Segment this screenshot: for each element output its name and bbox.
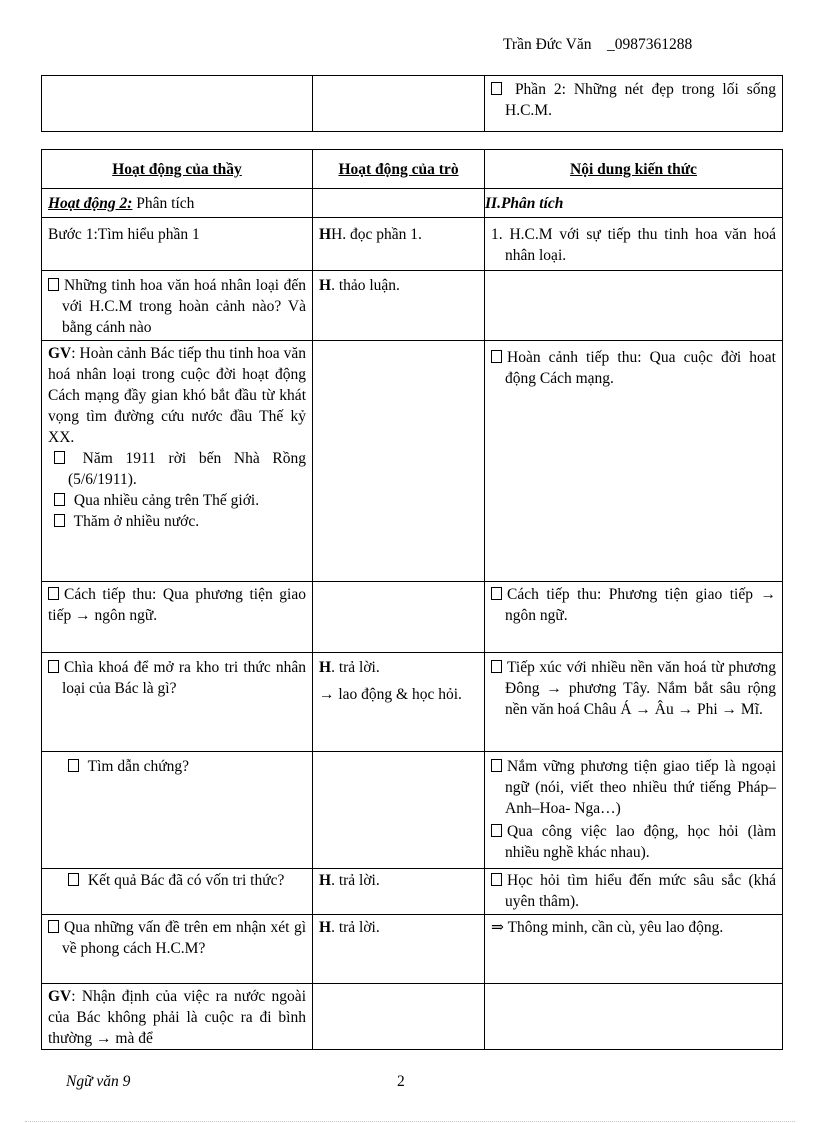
teacher-note: : Hoàn cảnh Bác tiếp thu tinh hoa văn hoá nhân loại trong cuộc đời hoạt động Cách mạng đầy gian khó bắt đầu từ khát vọng tìm đường cứu nước đầu Thế kỷ XX. [48, 345, 306, 446]
continued-table [41, 75, 783, 132]
section-title: II.Phân tích [485, 194, 564, 212]
checkbox-icon [48, 587, 59, 600]
checkbox-icon [491, 660, 502, 673]
checkbox-icon [48, 660, 59, 673]
checkbox-icon [54, 451, 65, 464]
knowledge-text: Hoàn cảnh tiếp thu: Qua cuộc đời hoat động Cách mạng. [505, 349, 776, 387]
question-text: Kết quả Bác đã có vốn tri thức? [87, 872, 285, 889]
section-part-2: Phần 2: Những nét đẹp trong lối sống H.C.M. [505, 81, 776, 119]
bullet-text: Thăm ở nhiều nước. [73, 513, 200, 530]
table-row: Chìa khoá để mở ra kho tri thức nhân loại của Bác là gì? H. trả lời. → lao động & học hỏi. Tiếp xúc với nhiều nền văn hoá từ phương Đông → phương Tây. Nắm bắt sâu rộng nền văn hoá Châu Á → Âu → Phi → Mĩ. [42, 653, 783, 752]
top-cell-teacher [42, 76, 313, 132]
table-row: Kết quả Bác đã có vốn tri thức? H. trả lời. Học hỏi tìm hiểu đến mức sâu sắc (khá uyên thâm). [42, 869, 783, 915]
student-activity: . trả lời. [331, 872, 380, 889]
conclusion: ⇒ Thông minh, cần cù, yêu lao động. [485, 915, 783, 984]
bullet-text: Năm 1911 rời bến Nhà Rồng (5/6/1911). [68, 450, 307, 488]
table-row: Qua những vấn đề trên em nhận xét gì về phong cách H.C.M? H. trả lời. ⇒ Thông minh, cần cù, yêu lao động. [42, 915, 783, 984]
page-edge-divider [25, 1121, 795, 1122]
checkbox-icon [48, 278, 59, 291]
column-header-teacher: Hoạt động của thầy [42, 150, 313, 189]
lesson-table [41, 149, 783, 1050]
author-phone: _0987361288 [606, 36, 693, 53]
column-header-knowledge: Nội dung kiến thức [485, 150, 783, 189]
knowledge-text: Qua công việc lao động, học hỏi (làm nhiều nghề khác nhau). [505, 823, 776, 861]
knowledge-text: Cách tiếp thu: Phương tiện giao tiếp → ngôn ngữ. [505, 586, 776, 624]
table-row [42, 752, 783, 869]
table-row [42, 582, 783, 653]
footer-subject: Ngữ văn 9 [66, 1073, 131, 1090]
author-name: Trần Đức Văn [503, 36, 592, 53]
table-row: GV: Nhận định của việc ra nước ngoài của Bác không phải là cuộc ra đi bình thường → mà để [42, 984, 783, 1050]
checkbox-icon [54, 514, 65, 527]
checkbox-icon [491, 350, 502, 363]
checkbox-icon [491, 873, 502, 886]
question-text: Tìm dẫn chứng? [87, 758, 189, 775]
student-activity: . trả lời. [331, 919, 380, 936]
table-row: Những tinh hoa văn hoá nhân loại đến với H.C.M trong hoàn cảnh nào? Và bằng cánh nào H. thảo luận. [42, 271, 783, 341]
page-number: 2 [397, 1073, 405, 1090]
knowledge-1: 1. H.C.M với sự tiếp thu tinh hoa văn hoá nhân loại. [485, 218, 783, 271]
checkbox-icon [68, 759, 79, 772]
checkbox-icon [491, 587, 502, 600]
knowledge-text: Học hỏi tìm hiểu đến mức sâu sắc (khá uyên thâm). [505, 872, 776, 910]
student-activity: → lao động & học hỏi. [319, 686, 462, 703]
activity-label: Hoạt động 2: [48, 194, 133, 212]
knowledge-text: Tiếp xúc với nhiều nền văn hoá từ phương Đông → phương Tây. Nắm bắt sâu rộng nền văn hoá Châu Á → Âu → Phi → Mĩ. [505, 659, 776, 718]
column-header-student: Hoạt động của trò [313, 150, 485, 189]
table-header-row [42, 150, 783, 189]
question-text: Những tinh hoa văn hoá nhân loại đến với H.C.M trong hoàn cảnh nào? Và bằng cánh nào [62, 277, 306, 336]
student-activity: . trả lời. [331, 659, 380, 676]
checkbox-icon [491, 759, 502, 772]
table-row: GV: Hoàn cảnh Bác tiếp thu tinh hoa văn hoá nhân loại trong cuộc đời hoạt động Cách mạng đầy gian khó bắt đầu từ khát vọng tìm đường cứu nước đầu Thế kỷ XX. Năm 1911 rời bến Nhà Rồng (5/6/1911). Qua nhiều cảng trên Thế giới. Thăm ở nhiều nước. Hoàn cảnh tiếp thu: Qua cuộc đời hoat động Cách mạng. [42, 341, 783, 582]
page-header [503, 36, 692, 54]
table-row [42, 189, 783, 218]
teacher-note: : Nhận định của việc ra nước ngoài của Bác không phải là cuộc ra đi bình thường → mà để [48, 988, 306, 1047]
checkbox-icon [491, 82, 502, 95]
top-cell-student [313, 76, 485, 132]
activity-text: Phân tích [132, 194, 195, 212]
knowledge-text: Nắm vững phương tiện giao tiếp là ngoại ngữ (nói, viết theo nhiều thứ tiếng Pháp– Anh–Hoa- Nga…) [505, 758, 776, 817]
question-text: Chìa khoá để mở ra kho tri thức nhân loại của Bác là gì? [62, 659, 306, 697]
step-1: Bước 1:Tìm hiểu phần 1 [42, 218, 313, 271]
checkbox-icon [68, 873, 79, 886]
checkbox-icon [491, 824, 502, 837]
checkbox-icon [54, 493, 65, 506]
teacher-note: Cách tiếp thu: Qua phương tiện giao tiếp → ngôn ngữ. [48, 586, 306, 624]
checkbox-icon [48, 920, 59, 933]
table-row: Bước 1:Tìm hiểu phần 1 HH. đọc phần 1. 1. H.C.M với sự tiếp thu tinh hoa văn hoá nhân loại. [42, 218, 783, 271]
top-cell-knowledge [485, 76, 783, 132]
student-activity: H. đọc phần 1. [331, 226, 422, 243]
student-activity: . thảo luận. [331, 277, 400, 294]
question-text: Qua những vấn đề trên em nhận xét gì về phong cách H.C.M? [62, 919, 306, 957]
bullet-text: Qua nhiều cảng trên Thế giới. [73, 492, 260, 509]
